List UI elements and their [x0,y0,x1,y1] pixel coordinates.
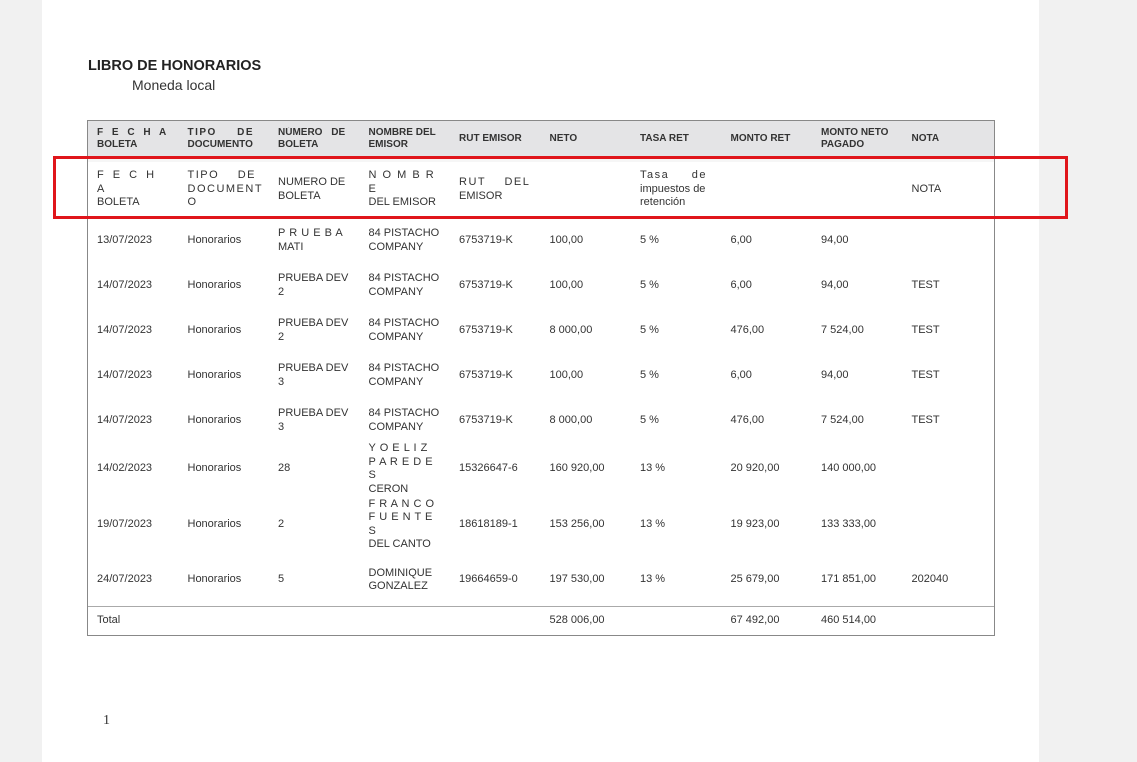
cell-tipo: Honorarios [187,323,242,336]
cell-rut: 6753719-K [459,323,513,336]
header-nota: NOTA [911,133,940,144]
document-page [42,0,1039,762]
cell-numero: PRUEBA DEV 2 [278,317,349,343]
cell-numero: 2 [278,517,285,530]
cell-monto-ret: 476,00 [730,323,765,336]
cell-neto: 100,00 [549,233,584,246]
table-row [88,495,994,554]
table-total-row [88,606,994,635]
cell-tasa: 5 % [640,278,659,291]
total-monto-neto: 460 514,00 [821,614,877,627]
cell-monto-neto: 94,00 [821,368,849,381]
cell-monto-neto: 94,00 [821,278,849,291]
cell-rut: 6753719-K [459,413,513,426]
cell-tasa: 5 % [640,323,659,336]
cell-nombre: F R A N C O F U E N T E S DEL CANTO [368,497,435,550]
cell-tipo: Honorarios [187,462,242,475]
header-numero-boleta: NÚMERO DE BOLETA [278,127,346,150]
cell-tasa: 5 % [640,368,659,381]
cell-rut: 15326647-6 [459,462,518,475]
cell-monto-ret: 476,00 [730,413,765,426]
total-label: Total [97,614,121,627]
cell-monto-neto: 171 851,00 [821,573,877,586]
cell-fecha: 14/07/2023 [97,368,153,381]
total-neto: 528 006,00 [549,614,605,627]
cell-rut: 6753719-K [459,368,513,381]
cell-numero: 28 [278,462,291,475]
cell-tasa: 5 % [640,233,659,246]
cell-monto-neto: 7 524,00 [821,323,864,336]
cell-monto-ret: 6,00 [730,278,752,291]
cell-nota: TEST [911,323,940,336]
header-fecha-boleta: F E C H A BOLETA [97,127,170,150]
cell-tasa: 13 % [640,517,666,530]
cell-rut: 19664659-0 [459,573,518,586]
table-row [88,353,994,398]
total-monto-ret: 67 492,00 [730,614,780,627]
cell-fecha: 24/07/2023 [97,573,153,586]
cell-nombre: Y O E L I Z P A R E D E S CERON [368,442,434,495]
cell-monto-neto: 133 333,00 [821,517,877,530]
cell-numero: PRUEBA DEV 2 [278,272,349,298]
subheader-rut-emisor: RUT DEL EMISOR [459,176,531,202]
table-row [88,308,994,353]
cell-fecha: 14/07/2023 [97,413,153,426]
table-row [88,443,994,495]
cell-nota: 202040 [911,573,949,586]
cell-neto: 100,00 [549,278,584,291]
table-row [88,398,994,443]
cell-tipo: Honorarios [187,233,242,246]
cell-monto-ret: 25 679,00 [730,573,780,586]
header-monto-neto-pagado: MONTO NETO PAGADO [821,127,889,150]
cell-tipo: Honorarios [187,517,242,530]
header-monto-ret: MONTO RET [730,133,791,144]
header-tasa-ret: TASA RET [640,133,689,144]
subheader-tasa-ret: Tasa de impuestos de retención [640,169,708,209]
cell-fecha: 14/07/2023 [97,323,153,336]
honorarios-table [87,120,995,636]
cell-nombre: DOMINIQUE GONZALEZ [368,566,433,592]
document-subtitle: Moneda local [132,77,216,93]
table-row [88,554,994,606]
cell-monto-ret: 6,00 [730,368,752,381]
header-nombre-emisor: NOMBRE DEL EMISOR [368,127,436,150]
table-row [88,218,994,263]
header-rut-emisor: RUT EMISOR [459,133,522,144]
cell-fecha: 13/07/2023 [97,233,153,246]
subheader-tipo-documento: TIPO DE DOCUMENT O [187,169,264,209]
subheader-numero-boleta: NUMERO DE BOLETA [278,176,346,202]
cell-numero: PRUEBA DEV 3 [278,362,349,388]
subheader-nombre-emisor: N O M B R E DEL EMISOR [368,169,436,209]
table-subheader-row [88,162,994,218]
cell-neto: 197 530,00 [549,573,605,586]
cell-neto: 8 000,00 [549,323,593,336]
cell-monto-ret: 6,00 [730,233,752,246]
cell-nota: TEST [911,413,940,426]
cell-nombre: 84 PISTACHO COMPANY [368,317,440,343]
cell-rut: 6753719-K [459,278,513,291]
cell-tasa: 13 % [640,573,666,586]
cell-numero: PRUEBA DEV 3 [278,407,349,433]
cell-neto: 160 920,00 [549,462,605,475]
page-number: 1 [103,713,110,728]
cell-nombre: 84 PISTACHO COMPANY [368,362,440,388]
cell-tipo: Honorarios [187,368,242,381]
cell-fecha: 14/07/2023 [97,278,153,291]
table-header-row [88,121,994,157]
cell-rut: 6753719-K [459,233,513,246]
subheader-nota: NOTA [911,182,942,195]
subheader-fecha-boleta: F E C H A BOLETA [97,169,158,209]
table-body [88,218,994,606]
cell-nota: TEST [911,278,940,291]
cell-tipo: Honorarios [187,573,242,586]
cell-monto-neto: 94,00 [821,233,849,246]
header-neto: NETO [549,133,578,144]
cell-nombre: 84 PISTACHO COMPANY [368,227,440,253]
header-tipo-documento: TIPO DE DOCUMENTO [187,127,255,150]
cell-numero: 5 [278,573,285,586]
cell-fecha: 19/07/2023 [97,517,153,530]
cell-monto-ret: 19 923,00 [730,517,780,530]
document-title: LIBRO DE HONORARIOS [88,58,262,74]
cell-tipo: Honorarios [187,413,242,426]
cell-monto-ret: 20 920,00 [730,462,780,475]
table-row [88,263,994,308]
cell-nombre: 84 PISTACHO COMPANY [368,407,440,433]
cell-nota: TEST [911,368,940,381]
cell-neto: 153 256,00 [549,517,605,530]
cell-tasa: 13 % [640,462,666,475]
cell-numero: P R U E B A MATI [278,227,344,253]
cell-neto: 100,00 [549,368,584,381]
cell-neto: 8 000,00 [549,413,593,426]
cell-monto-neto: 140 000,00 [821,462,877,475]
cell-tipo: Honorarios [187,278,242,291]
cell-monto-neto: 7 524,00 [821,413,864,426]
cell-nombre: 84 PISTACHO COMPANY [368,272,440,298]
cell-tasa: 5 % [640,413,659,426]
cell-rut: 18618189-1 [459,517,518,530]
cell-fecha: 14/02/2023 [97,462,153,475]
